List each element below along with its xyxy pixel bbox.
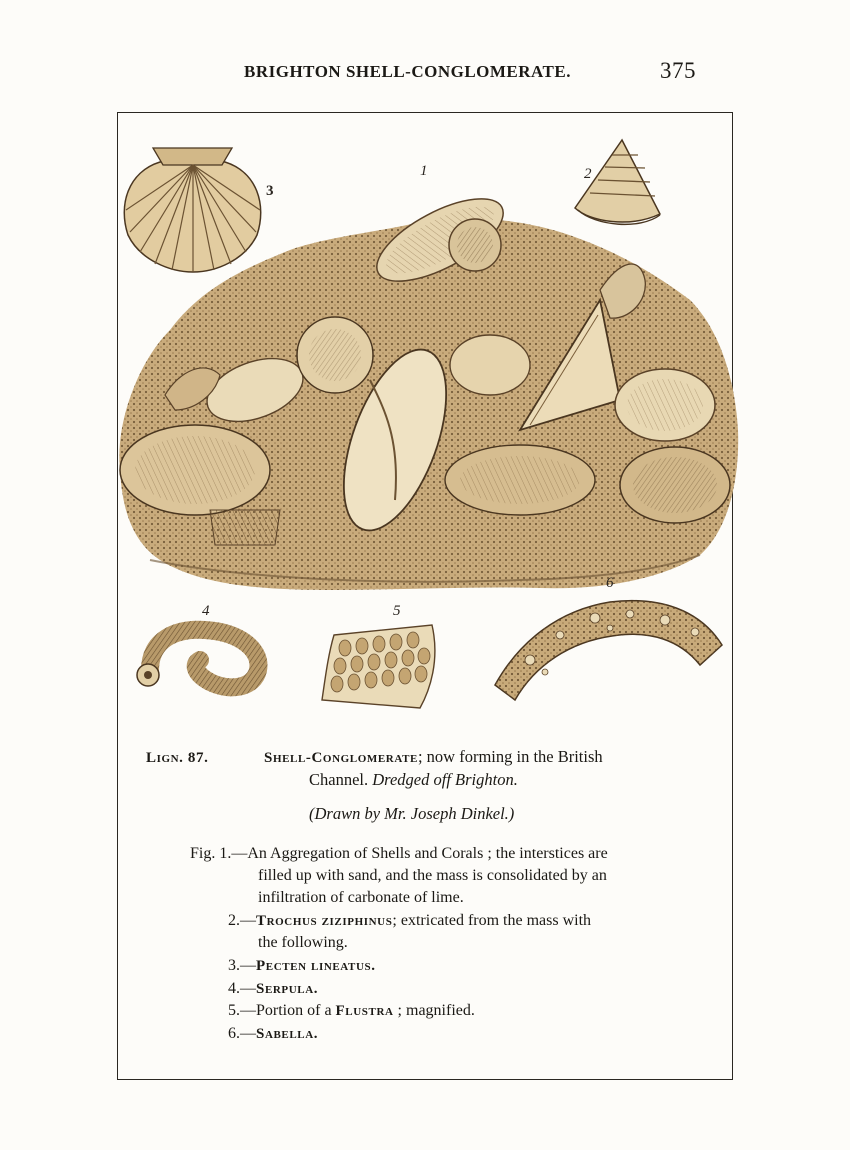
figure-label-4: 4: [202, 603, 210, 619]
caption-credit: (Drawn by Mr. Joseph Dinkel.): [309, 804, 515, 823]
flustra-fragment-drawing: [322, 625, 435, 708]
figure-label-1: 1: [420, 163, 428, 179]
legend-fig4: [228, 980, 318, 998]
plate-id: Lign. 87.: [146, 750, 209, 766]
caption-line-2: [309, 770, 518, 790]
legend-fig5-pre: Portion of a: [256, 1002, 336, 1019]
legend-fig3-number: 3.—: [228, 957, 256, 974]
legend-fig1-line-c: infiltration of carbonate of lime.: [258, 889, 464, 906]
legend-fig5: [228, 1002, 475, 1020]
legend-fig6: [228, 1025, 318, 1043]
caption-line-1: [146, 747, 208, 767]
sabella-tube-drawing: [495, 601, 722, 700]
legend-fig1-line-b: filled up with sand, and the mass is consolidated by an: [258, 867, 607, 884]
legend-fig2-number: 2.—: [228, 912, 256, 929]
figure-label-2: 2: [584, 166, 592, 182]
page-number: 375: [660, 58, 696, 83]
legend-fig6-name: Sabella.: [256, 1026, 319, 1042]
legend-fig3-name: Pecten lineatus.: [256, 958, 376, 974]
legend-fig6-number: 6.—: [228, 1025, 256, 1042]
legend-fig2-name: Trochus ziziphinus: [256, 913, 393, 929]
figure-label-3: 3: [266, 183, 274, 199]
legend-fig4-name: Serpula.: [256, 981, 319, 997]
legend-fig5-post: ; magnified.: [393, 1002, 475, 1019]
caption-title-small-caps: Shell-Conglomerate: [264, 750, 418, 766]
caption-title-rest: ; now forming in the British: [417, 747, 603, 766]
pecten-shell-drawing: [124, 148, 260, 272]
running-header-title: BRIGHTON SHELL-CONGLOMERATE.: [244, 62, 571, 81]
legend-fig2-line-a: [228, 912, 591, 930]
serpula-tube-drawing: [137, 630, 258, 688]
caption-line2-plain: Channel.: [309, 770, 369, 789]
caption-title: [264, 747, 603, 767]
figure-label-6: 6: [606, 575, 614, 591]
figure-label-5: 5: [393, 603, 401, 619]
legend-fig2-rest: ; extricated from the mass with: [392, 912, 592, 929]
legend-fig3: [228, 957, 376, 975]
legend-fig5-number: 5.—: [228, 1002, 256, 1019]
legend-fig2-line-b: the following.: [258, 934, 348, 951]
legend-fig1-line-a: Fig. 1.—An Aggregation of Shells and Corals ; the interstices are: [190, 845, 608, 862]
legend-fig4-number: 4.—: [228, 980, 256, 997]
caption-line2-italic: Dredged off Brighton.: [372, 770, 518, 789]
legend-fig5-name: Flustra: [335, 1003, 394, 1019]
